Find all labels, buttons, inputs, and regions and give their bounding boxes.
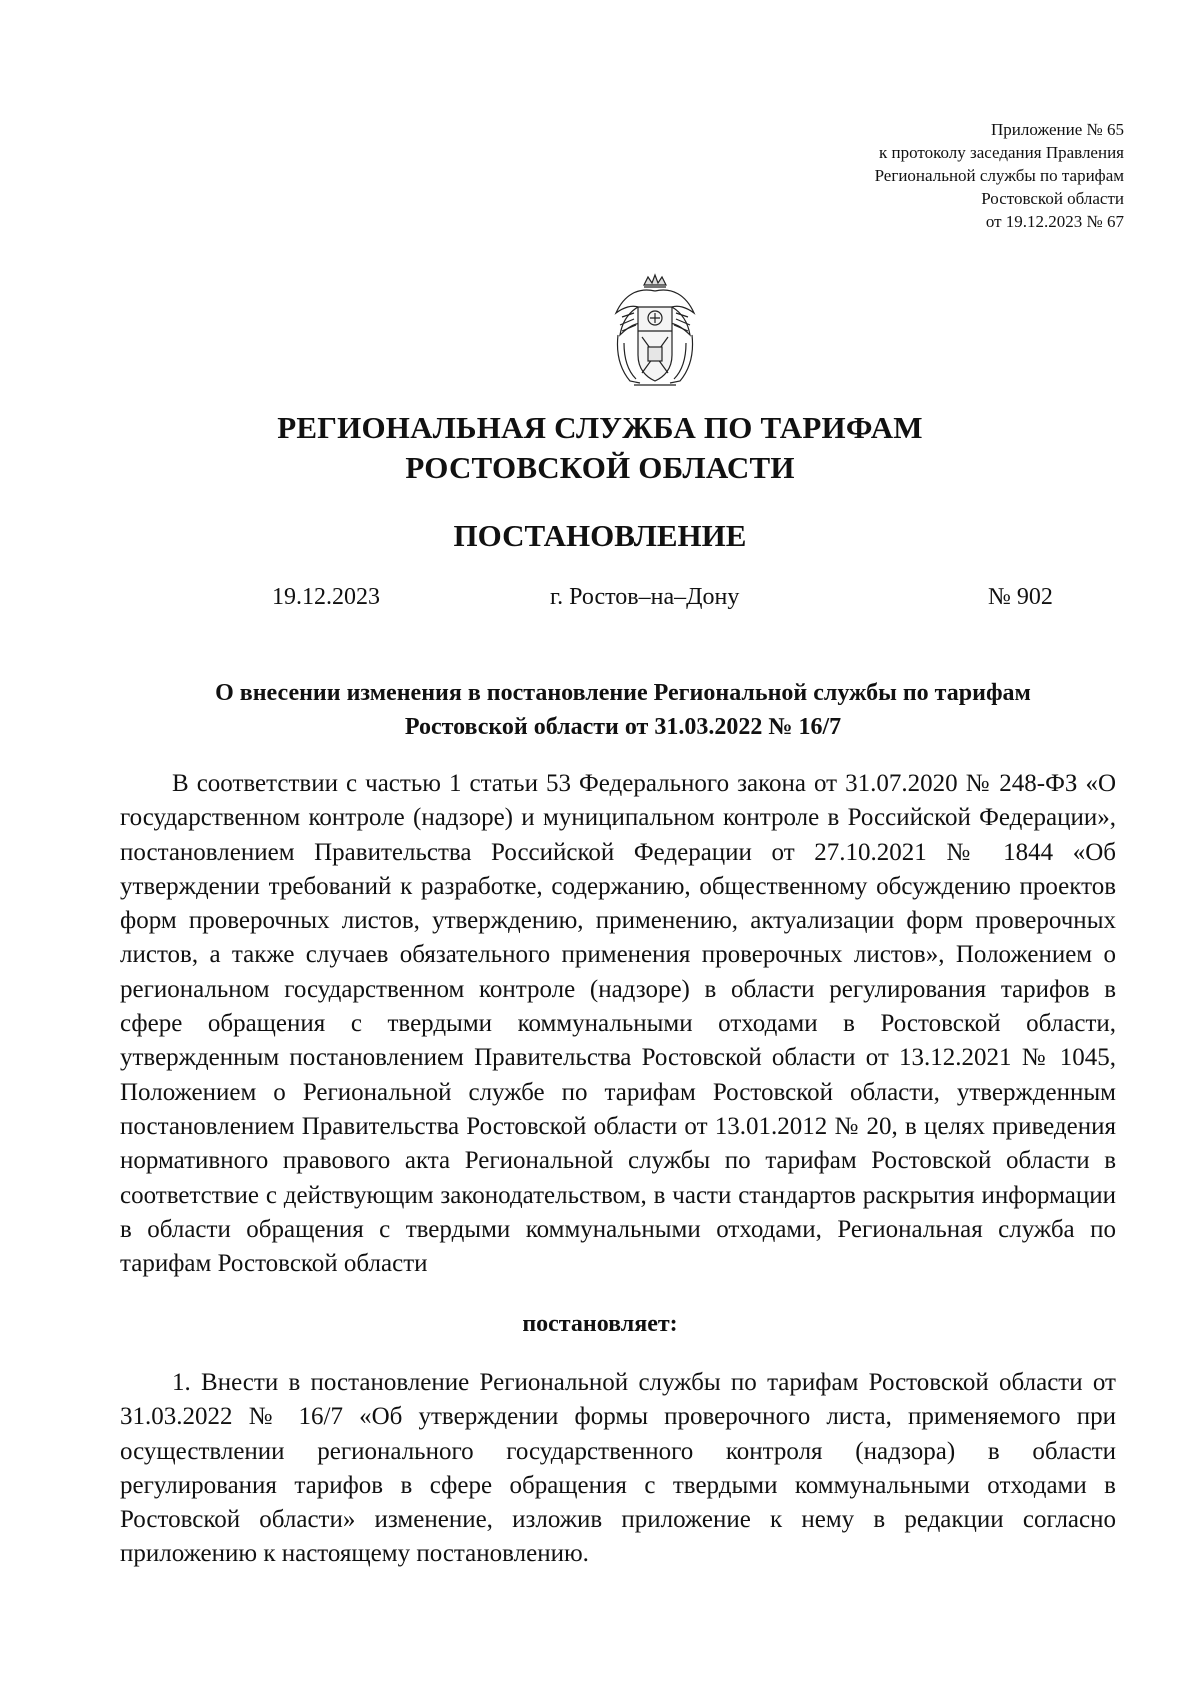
organization-title-line: РЕГИОНАЛЬНАЯ СЛУЖБА ПО ТАРИФАМ xyxy=(277,410,923,445)
document-type: ПОСТАНОВЛЕНИЕ xyxy=(453,518,747,553)
appendix-note-line: Приложение № 65 xyxy=(991,120,1124,139)
organization-title-line: РОСТОВСКОЙ ОБЛАСТИ xyxy=(405,450,795,485)
appendix-note-line: от 19.12.2023 № 67 xyxy=(985,212,1124,231)
appendix-note xyxy=(764,118,1124,233)
document-subject-line: О внесении изменения в постановление Региональной службы по тарифам xyxy=(215,680,1031,706)
appendix-note-line: к протоколу заседания Правления xyxy=(879,143,1124,162)
document-number: № 902 xyxy=(988,584,1053,610)
document-subject-line: Ростовской области от 31.03.2022 № 16/7 xyxy=(404,714,842,740)
appendix-note-line: Региональной службы по тарифам xyxy=(874,166,1124,185)
preamble-paragraph: В соответствии с частью 1 статьи 53 Федерального закона от 31.07.2020 № 248-ФЗ «О государственном контроле (надзоре) и муниципальном контроле в Российской Федерации», постановлением Правительства Российской Федерации от 27.10.2021 № 1844 «Об утверждении требований к разработке, содержанию, общественному обсуждению проектов форм проверочных листов, утверждению, применению, актуализации форм проверочных листов, а также случаев обязательного применения проверочных листов», Положением о региональном государственном контроле (надзоре) в области регулирования тарифов в сфере обращения с твердыми коммунальными отходами в Ростовской области, утвержденным постановлением Правительства Ростовской области от 13.12.2021 № 1045, Положением о Региональной службе по тарифам Ростовской области, утвержденным постановлением Правительства Ростовской области от 13.01.2012 № 20, в целях приведения нормативного правового акта Региональной службы по тарифам Ростовской области в соответствие с действующим законодательством, в части стандартов раскрытия информации в области обращения с твердыми коммунальными отходами, Региональная служба по тарифам Ростовской области xyxy=(120,770,1116,1278)
coat-of-arms-icon xyxy=(608,273,702,391)
document-date: 19.12.2023 xyxy=(272,584,380,610)
appendix-note-line: Ростовской области xyxy=(981,189,1124,208)
document-subject xyxy=(130,676,1116,744)
document-city: г. Ростов–на–Дону xyxy=(550,584,740,610)
resolves-word: постановляет: xyxy=(522,1311,678,1337)
organization-title xyxy=(0,408,1200,488)
resolution-point-1: 1. Внести в постановление Региональной службы по тарифам Ростовской области от 31.03.2022 № 16/7 «Об утверждении формы проверочного листа, применяемого при осуществлении регионального государственного контроля (надзора) в области регулирования тарифов в сфере обращения с твердыми коммунальными отходами в Ростовской области» изменение, изложив приложение к нему в редакции согласно приложению к настоящему постановлению. xyxy=(120,1369,1116,1568)
document-meta-row xyxy=(0,580,1200,614)
